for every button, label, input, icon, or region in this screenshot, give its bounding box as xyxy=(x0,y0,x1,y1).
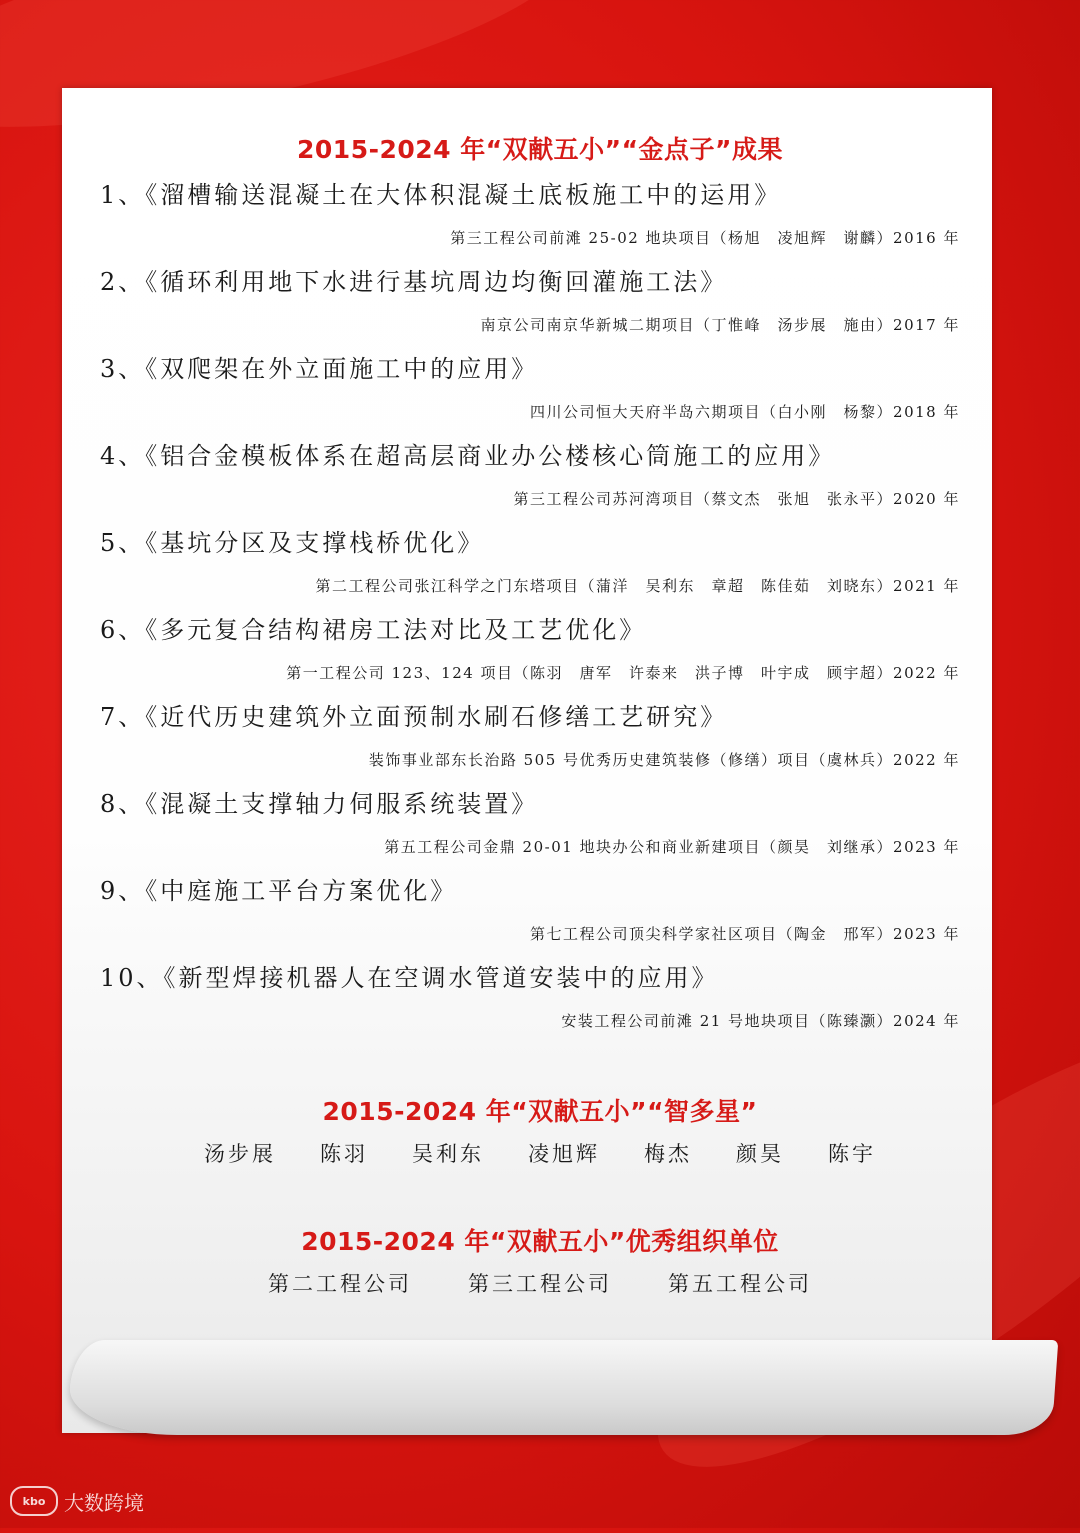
achievement-title: 8、《混凝土支撑轴力伺服系统装置》 xyxy=(100,790,539,818)
unit-name: 第三工程公司 xyxy=(468,1272,612,1296)
star-name: 凌旭辉 xyxy=(528,1142,600,1166)
stars-title: 2015-2024 年“双献五小”“智多星” xyxy=(322,1097,758,1126)
achievement-title: 10、《新型焊接机器人在空调水管道安装中的应用》 xyxy=(100,964,719,992)
achievement-credit: 装饰事业部东长治路 505 号优秀历史建筑装修（修缮）项目（虞林兵）2022 年 xyxy=(368,751,960,769)
units-names xyxy=(0,1268,1080,1298)
achievement-title: 6、《多元复合结构裙房工法对比及工艺优化》 xyxy=(100,616,647,644)
unit-name: 第二工程公司 xyxy=(268,1272,412,1296)
achievement-title: 4、《铝合金模板体系在超高层商业办公楼核心筒施工的应用》 xyxy=(100,442,836,470)
watermark-text: 大数跨境 xyxy=(64,1490,144,1515)
achievement-title: 1、《溜槽输送混凝土在大体积混凝土底板施工中的运用》 xyxy=(100,181,782,209)
star-name: 陈宇 xyxy=(828,1142,876,1166)
achievement-credit: 四川公司恒大天府半岛六期项目（白小刚 杨黎）2018 年 xyxy=(530,403,960,421)
units-title: 2015-2024 年“双献五小”优秀组织单位 xyxy=(301,1227,779,1256)
scroll-curl xyxy=(67,1340,1059,1435)
achievements-title: 2015-2024 年“双献五小”“金点子”成果 xyxy=(297,135,783,164)
achievement-title: 3、《双爬架在外立面施工中的应用》 xyxy=(100,355,539,383)
achievement-credit: 南京公司南京华新城二期项目（丁惟峰 汤步展 施由）2017 年 xyxy=(480,316,960,334)
star-name: 陈羽 xyxy=(320,1142,368,1166)
achievement-title: 9、《中庭施工平台方案优化》 xyxy=(100,877,458,905)
star-name: 汤步展 xyxy=(204,1142,276,1166)
achievement-credit: 第五工程公司金鼎 20-01 地块办公和商业新建项目（颜昊 刘继承）2023 年 xyxy=(384,838,960,856)
achievement-credit: 第三工程公司前滩 25-02 地块项目（杨旭 凌旭辉 谢麟）2016 年 xyxy=(450,229,960,247)
watermark-logo: kbo xyxy=(10,1486,58,1516)
achievement-title: 2、《循环利用地下水进行基坑周边均衡回灌施工法》 xyxy=(100,268,728,296)
watermark xyxy=(10,1486,144,1516)
achievement-title: 5、《基坑分区及支撑栈桥优化》 xyxy=(100,529,485,557)
achievement-credit: 第七工程公司顶尖科学家社区项目（陶金 邢军）2023 年 xyxy=(530,925,960,943)
unit-name: 第五工程公司 xyxy=(668,1272,812,1296)
achievement-credit: 第一工程公司 123、124 项目（陈羽 唐军 许泰来 洪子博 叶宇成 顾宇超）2022 年 xyxy=(286,664,960,682)
stars-names xyxy=(0,1138,1080,1168)
star-name: 颜昊 xyxy=(736,1142,784,1166)
achievement-title: 7、《近代历史建筑外立面预制水刷石修缮工艺研究》 xyxy=(100,703,728,731)
achievement-credit: 第三工程公司苏河湾项目（蔡文杰 张旭 张永平）2020 年 xyxy=(513,490,960,508)
achievement-credit: 第二工程公司张江科学之门东塔项目（蒲洋 吴利东 章超 陈佳茹 刘晓东）2021 年 xyxy=(315,577,960,595)
achievement-credit: 安装工程公司前滩 21 号地块项目（陈臻灏）2024 年 xyxy=(561,1012,960,1030)
star-name: 梅杰 xyxy=(644,1142,692,1166)
star-name: 吴利东 xyxy=(412,1142,484,1166)
